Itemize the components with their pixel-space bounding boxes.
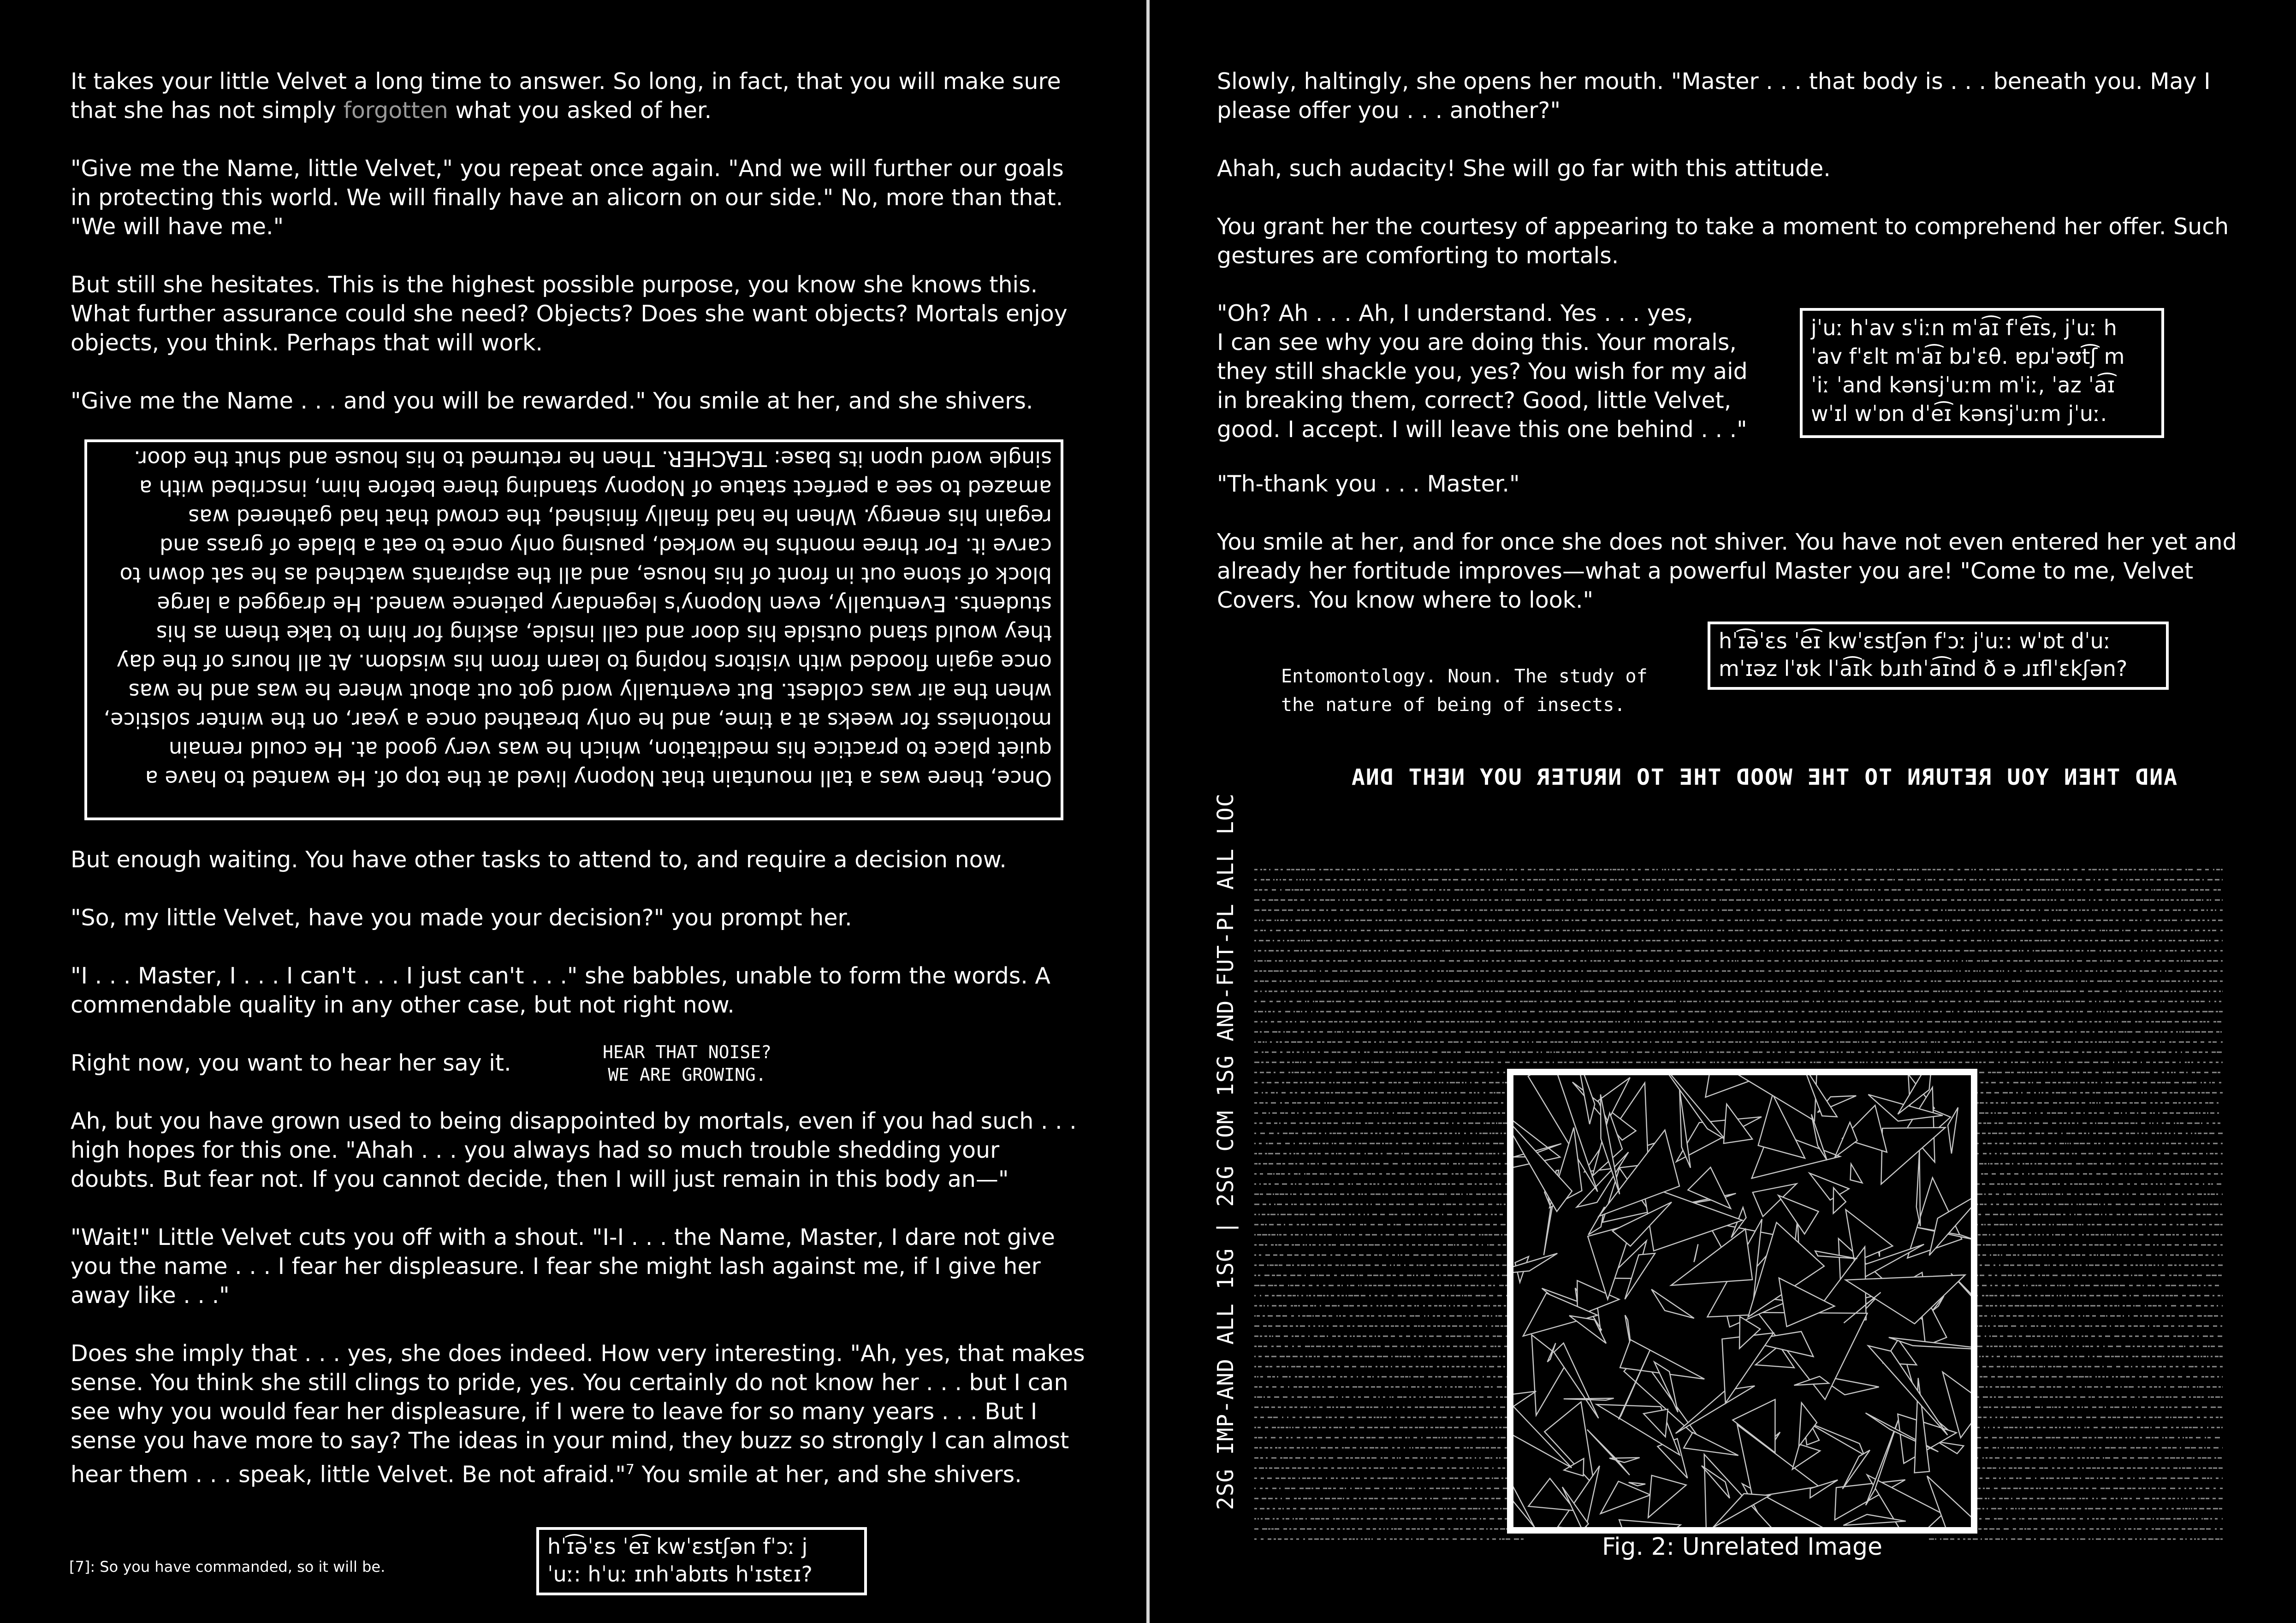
shard (1576, 1075, 1595, 1124)
shard (1810, 1173, 1849, 1200)
footnote-ref[interactable]: 7 (625, 1462, 635, 1478)
paragraph-line: in breaking them, correct? Good, little Velvet, (1217, 387, 1732, 414)
shard (1948, 1108, 1958, 1154)
shard (1881, 1127, 1945, 1184)
paragraph: "Wait!" Little Velvet cuts you off with a shout. "I-I . . . the Name, Master, I dare not give you the name . . . I fear her displeasure. I fear she might lash against me, if I give her away like . . ." (71, 1224, 1055, 1309)
unrelated-image-figure (1507, 1069, 1977, 1534)
paragraph-line: good. I accept. I will leave this one behind . . ." (1217, 416, 1747, 443)
shard (1843, 1450, 1870, 1489)
shard (1938, 1442, 1964, 1454)
shard (1694, 1244, 1698, 1262)
shard-pattern (1513, 1075, 1971, 1527)
paragraph-line: they still shackle you, yes? You wish for my aid (1217, 358, 1748, 385)
paragraph: Slowly, haltingly, she opens her mouth. "Master . . . that body is . . . beneath you. May I please offer you . . . another?" (1217, 68, 2211, 124)
paragraph: "Give me the Name . . . and you will be rewarded." You smile at her, and she shivers. (71, 388, 1033, 414)
noise-note-line: HEAR THAT NOISE? (602, 1042, 772, 1062)
ipa-box-top: jˈuː hˈav sˈiːn mˈa͡ɪ fˈe͡ɪs, jˈuː h ˈav fˈɛlt mˈa͡ɪ bɹˈɛθ. ɐpɹˈəʊt͡ʃ m ˈiː ˈand kənsjˈuːm mˈiː, ˈaz ˈa͡ɪ wˈɪl wˈɒn dˈe͡ɪ kənsjˈuːm jˈuː. (1800, 308, 2164, 438)
shard (1722, 1333, 1773, 1403)
shard (1601, 1481, 1650, 1514)
shard (1544, 1402, 1594, 1486)
right-text-block-1 (1217, 67, 2245, 299)
mirrored-caps-line: AND THEN YOU RETURN TO THE WOOD THE TO NRUTER UOY NEHT DNA (1350, 764, 2177, 790)
left-page (0, 0, 1146, 1623)
paragraph-text: You smile at her, and she shivers. (634, 1461, 1022, 1488)
paragraph-text: Does she imply that . . . yes, she does indeed. How very interesting. "Ah, yes, that makes sense. You think she still clings to pride, yes. You certainly do not know her . . . but I can see why you would fear her displeasure, if I were to leave for so many years . . . But I sense you have more to say? The ideas in your mind, they buzz so strongly I can almost hear them . . . speak, little Velvet. Be not afraid." (71, 1340, 1085, 1488)
paragraph-text: It takes your little Velvet a long time to answer. So long, in fact, that you will make sure that she has not simply (71, 68, 1061, 124)
shard (1792, 1444, 1820, 1469)
ipa-box-middle: hˈɪ͡əˈɛs ˈe͡ɪ kwˈɛstʃən fˈɔː jˈuː: wˈɒt dˈuː mˈɪəz lˈʊk lˈa͡ɪk bɹɪhˈa͡ɪnd ð ə ɹɪflˈɛkʃən? (1708, 622, 2169, 690)
shard (1587, 1430, 1630, 1475)
mirrored-story-text: Once, there was a tall mountain that Nopony lived at the top of. He wanted to have a quiet place to practice his meditation, which he was very good at. He could remain motionless for weeks at a time, and he only breathed once a year, on the winter solstice, when the air was coldest. But eventually word got out about where he was and he was once again flooded with visitors hoping to learn from his wisdom. At all hours of the day they would stand outside his door and call inside, asking for him to take them as his students. Eventually, even Nopony's legendary patience waned. He dragged a large block of stone out in front of his house, and all the aspirants watched as he sat down to carve it. For three months he worked, pausing only once to eat a blade of grass and regain his energy. When he had finally finished, the crowd that had gathered was amazed to see a perfect statue of Nopony standing there before him, inscribed with a single word upon its base: TEACHER. Then he returned to his house and shut the door. (103, 446, 1052, 791)
paragraph: You grant her the courtesy of appearing to take a moment to comprehend her offer. Such gestures are comforting to mortals. (1217, 213, 2229, 269)
paragraph: "Th-thank you . . . Master." (1217, 471, 1520, 497)
paragraph: "I . . . Master, I . . . I can't . . . I just can't . . ." she babbles, unable to form the words. A commendable quality in any other case, but not right now. (71, 963, 1050, 1018)
shard (1629, 1482, 1645, 1486)
shard (1619, 1520, 1680, 1527)
left-text-block-2 (71, 845, 1085, 1518)
paragraph: "Give me the Name, little Velvet," you repeat once again. "And we will further our goals in protecting this world. We will finally have an alicorn on our side." No, more than that. "We will have me." (71, 155, 1064, 240)
shard (1651, 1289, 1694, 1318)
oh-paragraph (1217, 299, 1784, 444)
figure-caption: Fig. 2: Unrelated Image (1602, 1533, 1883, 1561)
shard (1564, 1398, 1614, 1400)
shard (1513, 1253, 1557, 1275)
paragraph: You smile at her, and for once she does not shiver. You have not even entered her yet and already her fortitude improves—what a powerful Master you are! "Come to me, Velvet Covers. You know where to look." (1217, 529, 2237, 613)
paragraph (71, 67, 1085, 125)
paragraph (71, 1339, 1085, 1489)
shard (1943, 1372, 1971, 1438)
mirrored-story-box (84, 439, 1063, 820)
paragraph: But enough waiting. You have other tasks to attend to, and require a decision now. (71, 847, 1007, 873)
vertical-gloss-text: 2SG IMP-AND ALL 1SG | 2SG COM 1SG AND-FUT-PL ALL LOC (1213, 793, 1239, 1510)
left-text-block-1 (71, 67, 1085, 444)
shard (1588, 1207, 1604, 1235)
paragraph: But still she hesitates. This is the highest possible purpose, you know she knows this. What further assurance could she need? Objects? Does she want objects? Mortals enjoy objects, you think. Perhaps that will work. (71, 272, 1068, 356)
faded-word: forgotten (343, 97, 448, 124)
paragraph: Right now, you want to hear her say it. (71, 1050, 511, 1076)
footnote: [7]: So you have commanded, so it will be. (69, 1558, 386, 1576)
paragraph: Ah, but you have grown used to being disappointed by mortals, even if you had such . . . high hopes for this one. "Ahah . . . you always had so much trouble shedding your doubts. But fear not. If you cannot decide, then I will just remain in this body an—" (71, 1108, 1077, 1192)
shard (1513, 1391, 1536, 1411)
noise-note (572, 1041, 802, 1086)
right-text-block-2 (1217, 469, 2245, 644)
page-gutter (1146, 0, 1150, 1623)
paragraph-text: what you asked of her. (448, 97, 712, 124)
ipa-box-bottom: hˈɪ͡əˈɛs ˈe͡ɪ kwˈɛstʃən fˈɔː j ˈuː: hˈuː ɪnhˈabɪts hˈɪstɛɪ? (536, 1527, 867, 1595)
shard (1648, 1475, 1686, 1518)
shard (1916, 1151, 1920, 1226)
paragraph: "So, my little Velvet, have you made your decision?" you prompt her. (71, 905, 852, 931)
paragraph-line: I can see why you are doing this. Your morals, (1217, 329, 1737, 355)
entomontology-definition: Entomontology. Noun. The study of the nature of being of insects. (1281, 666, 1648, 716)
shard (1684, 1433, 1738, 1456)
paragraph: Ahah, such audacity! She will go far with this attitude. (1217, 155, 1831, 182)
paragraph-line: "Oh? Ah . . . Ah, I understand. Yes . . . yes, (1217, 300, 1694, 326)
shard (1846, 1209, 1893, 1262)
noise-note-line: WE ARE GROWING. (608, 1065, 766, 1085)
shard (1851, 1164, 1863, 1183)
